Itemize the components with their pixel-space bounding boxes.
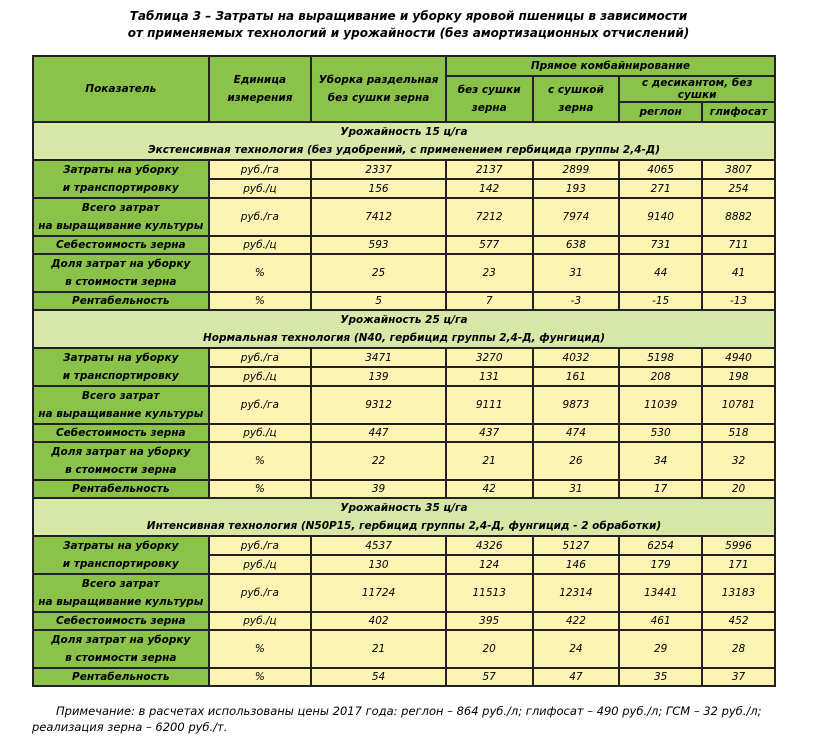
section-header: Урожайность 35 ц/га Интенсивная технология (N50P15, гербицид группы 2,4-Д, фунгицид - 2 обработки) — [33, 498, 775, 536]
section-header-row — [33, 310, 775, 348]
row-label-harvest-share: Доля затрат на уборку в стоимости зерна — [33, 442, 209, 480]
section-header-row — [33, 498, 775, 536]
row-label-profitability: Рентабельность — [33, 292, 209, 310]
value-cell: 34 — [619, 442, 702, 480]
value-cell: 22 — [311, 442, 446, 480]
value-cell: 13441 — [619, 574, 702, 612]
table-note: Примечание: в расчетах использованы цены 2017 года: реглон – 864 руб./л; глифосат – 490 руб./л; ГСМ – 32 руб./л; реализация зерна – 6200 руб./т. — [32, 704, 762, 734]
value-cell: 402 — [311, 612, 446, 630]
value-cell: 6254 — [619, 536, 702, 555]
value-cell: 20 — [702, 480, 775, 498]
value-cell: 4065 — [619, 160, 702, 179]
header-reglon: реглон — [619, 102, 702, 122]
row-label-harvest-share: Доля затрат на уборку в стоимости зерна — [33, 254, 209, 292]
value-cell: 7 — [446, 292, 533, 310]
value-cell: 10781 — [702, 386, 775, 424]
value-cell: 25 — [311, 254, 446, 292]
value-cell: 422 — [533, 612, 620, 630]
unit-cell: руб./га — [209, 160, 312, 179]
unit-cell: руб./га — [209, 198, 312, 236]
value-cell: 518 — [702, 424, 775, 442]
unit-cell: руб./ц — [209, 555, 312, 574]
row-label-total-costs: Всего затрат на выращивание культуры — [33, 574, 209, 612]
unit-cell: руб./га — [209, 348, 312, 367]
table-row — [33, 254, 775, 292]
value-cell: 3807 — [702, 160, 775, 179]
value-cell: 13183 — [702, 574, 775, 612]
value-cell: 39 — [311, 480, 446, 498]
table-title-line-2: от применяемых технологий и урожайности (без амортизационных отчислений) — [127, 26, 690, 40]
value-cell: 474 — [533, 424, 620, 442]
value-cell: 254 — [702, 179, 775, 198]
value-cell: 711 — [702, 236, 775, 254]
cost-table — [32, 55, 776, 687]
value-cell: 7412 — [311, 198, 446, 236]
header-with-drying: с сушкой зерна — [533, 76, 620, 122]
value-cell: 179 — [619, 555, 702, 574]
value-cell: 4326 — [446, 536, 533, 555]
value-cell: -3 — [533, 292, 620, 310]
value-cell: 17 — [619, 480, 702, 498]
value-cell: 142 — [446, 179, 533, 198]
value-cell: 2337 — [311, 160, 446, 179]
value-cell: 171 — [702, 555, 775, 574]
table-row — [33, 612, 775, 630]
value-cell: 731 — [619, 236, 702, 254]
row-label-harvest-costs: Затраты на уборку и транспортировку — [33, 348, 209, 386]
value-cell: 9140 — [619, 198, 702, 236]
cost-table-body — [33, 56, 775, 686]
value-cell: 4032 — [533, 348, 620, 367]
value-cell: 42 — [446, 480, 533, 498]
value-cell: 447 — [311, 424, 446, 442]
value-cell: 9873 — [533, 386, 620, 424]
value-cell: 395 — [446, 612, 533, 630]
value-cell: 5996 — [702, 536, 775, 555]
value-cell: 54 — [311, 668, 446, 686]
table-row — [33, 668, 775, 686]
value-cell: 32 — [702, 442, 775, 480]
table-row — [33, 630, 775, 668]
section-header-row — [33, 122, 775, 160]
value-cell: -13 — [702, 292, 775, 310]
table-row — [33, 480, 775, 498]
value-cell: 452 — [702, 612, 775, 630]
table-row — [33, 536, 775, 555]
value-cell: 2137 — [446, 160, 533, 179]
row-label-grain-cost: Себестоимость зерна — [33, 424, 209, 442]
value-cell: 461 — [619, 612, 702, 630]
unit-cell: руб./ц — [209, 612, 312, 630]
value-cell: 146 — [533, 555, 620, 574]
value-cell: 530 — [619, 424, 702, 442]
value-cell: 21 — [311, 630, 446, 668]
unit-cell: % — [209, 292, 312, 310]
header-direct-combining: Прямое комбайнирование — [446, 56, 775, 76]
value-cell: 26 — [533, 442, 620, 480]
unit-cell: руб./га — [209, 536, 312, 555]
value-cell: 28 — [702, 630, 775, 668]
row-label-harvest-costs: Затраты на уборку и транспортировку — [33, 536, 209, 574]
value-cell: 8882 — [702, 198, 775, 236]
header-unit: Единица измерения — [209, 56, 312, 122]
value-cell: 31 — [533, 254, 620, 292]
value-cell: 21 — [446, 442, 533, 480]
unit-cell: % — [209, 630, 312, 668]
value-cell: 139 — [311, 367, 446, 386]
value-cell: 3471 — [311, 348, 446, 367]
row-label-harvest-share: Доля затрат на уборку в стоимости зерна — [33, 630, 209, 668]
value-cell: 4940 — [702, 348, 775, 367]
unit-cell: % — [209, 442, 312, 480]
unit-cell: % — [209, 254, 312, 292]
unit-cell: руб./ц — [209, 236, 312, 254]
value-cell: 11513 — [446, 574, 533, 612]
value-cell: 208 — [619, 367, 702, 386]
table-row — [33, 442, 775, 480]
value-cell: 12314 — [533, 574, 620, 612]
value-cell: 638 — [533, 236, 620, 254]
value-cell: 577 — [446, 236, 533, 254]
table-row — [33, 574, 775, 612]
value-cell: 593 — [311, 236, 446, 254]
unit-cell: руб./ц — [209, 179, 312, 198]
unit-cell: руб./га — [209, 574, 312, 612]
value-cell: 37 — [702, 668, 775, 686]
value-cell: -15 — [619, 292, 702, 310]
value-cell: 124 — [446, 555, 533, 574]
value-cell: 9312 — [311, 386, 446, 424]
table-row — [33, 292, 775, 310]
value-cell: 161 — [533, 367, 620, 386]
row-label-profitability: Рентабельность — [33, 480, 209, 498]
table-row — [33, 424, 775, 442]
value-cell: 193 — [533, 179, 620, 198]
value-cell: 5198 — [619, 348, 702, 367]
table-title — [0, 8, 817, 42]
value-cell: 44 — [619, 254, 702, 292]
header-glifosat: глифосат — [702, 102, 775, 122]
table-row — [33, 236, 775, 254]
section-header: Урожайность 15 ц/га Экстенсивная технология (без удобрений, с применением гербицида группы 2,4-Д) — [33, 122, 775, 160]
value-cell: 4537 — [311, 536, 446, 555]
row-label-grain-cost: Себестоимость зерна — [33, 612, 209, 630]
value-cell: 41 — [702, 254, 775, 292]
row-label-total-costs: Всего затрат на выращивание культуры — [33, 198, 209, 236]
value-cell: 57 — [446, 668, 533, 686]
unit-cell: % — [209, 480, 312, 498]
table-row — [33, 348, 775, 367]
table-row — [33, 198, 775, 236]
section-header: Урожайность 25 ц/га Нормальная технология (N40, гербицид группы 2,4-Д, фунгицид) — [33, 310, 775, 348]
value-cell: 198 — [702, 367, 775, 386]
value-cell: 24 — [533, 630, 620, 668]
value-cell: 156 — [311, 179, 446, 198]
row-label-harvest-costs: Затраты на уборку и транспортировку — [33, 160, 209, 198]
value-cell: 7974 — [533, 198, 620, 236]
header-indicator: Показатель — [33, 56, 209, 122]
value-cell: 35 — [619, 668, 702, 686]
row-label-total-costs: Всего затрат на выращивание культуры — [33, 386, 209, 424]
value-cell: 437 — [446, 424, 533, 442]
unit-cell: руб./га — [209, 386, 312, 424]
table-row — [33, 160, 775, 179]
value-cell: 11724 — [311, 574, 446, 612]
unit-cell: % — [209, 668, 312, 686]
value-cell: 130 — [311, 555, 446, 574]
value-cell: 31 — [533, 480, 620, 498]
value-cell: 9111 — [446, 386, 533, 424]
value-cell: 271 — [619, 179, 702, 198]
value-cell: 23 — [446, 254, 533, 292]
value-cell: 2899 — [533, 160, 620, 179]
table-row — [33, 386, 775, 424]
value-cell: 20 — [446, 630, 533, 668]
value-cell: 29 — [619, 630, 702, 668]
value-cell: 7212 — [446, 198, 533, 236]
value-cell: 11039 — [619, 386, 702, 424]
table-title-line-1: Таблица 3 – Затраты на выращивание и уборку яровой пшеницы в зависимости — [129, 9, 688, 23]
header-separate-harvest: Уборка раздельная без сушки зерна — [311, 56, 446, 122]
unit-cell: руб./ц — [209, 367, 312, 386]
row-label-grain-cost: Себестоимость зерна — [33, 236, 209, 254]
value-cell: 47 — [533, 668, 620, 686]
value-cell: 5 — [311, 292, 446, 310]
value-cell: 131 — [446, 367, 533, 386]
header-no-drying: без сушки зерна — [446, 76, 533, 122]
value-cell: 5127 — [533, 536, 620, 555]
header-desiccant: с десикантом, без сушки — [619, 76, 775, 102]
value-cell: 3270 — [446, 348, 533, 367]
unit-cell: руб./ц — [209, 424, 312, 442]
row-label-profitability: Рентабельность — [33, 668, 209, 686]
